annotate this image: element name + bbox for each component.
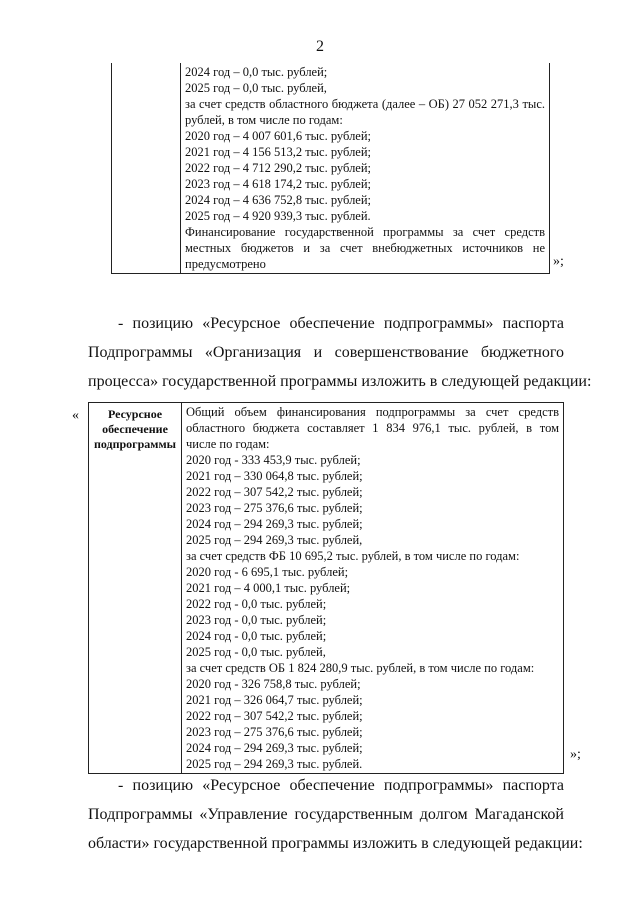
table-line: 2020 год - 333 453,9 тыс. рублей;	[186, 453, 361, 467]
table-line: 2024 год - 0,0 тыс. рублей;	[186, 629, 327, 643]
table-label-cell	[112, 63, 181, 274]
paragraph-line: - позицию «Ресурсное обеспечение подпрограммы» паспорта	[118, 315, 564, 332]
table-line: 2025 год – 0,0 тыс. рублей,	[185, 81, 327, 95]
table-line: 2020 год - 6 695,1 тыс. рублей;	[186, 565, 349, 579]
table-line: 2020 год – 4 007 601,6 тыс. рублей;	[185, 129, 372, 143]
resource-provision-table	[88, 402, 564, 774]
table-line: 2023 год – 275 376,6 тыс. рублей;	[186, 725, 363, 739]
amendment-paragraph	[88, 309, 592, 396]
table-line: за счет средств областного бюджета (далее – ОБ) 27 052 271,3 тыс.	[185, 97, 545, 111]
table-row-label: Ресурсное обеспечение подпрограммы	[89, 403, 182, 774]
table-content-cell	[182, 403, 564, 774]
closing-quote: »;	[553, 254, 564, 269]
table-line: за счет средств ФБ 10 695,2 тыс. рублей, в том числе по годам:	[186, 549, 520, 563]
table-line: 2022 год – 4 712 290,2 тыс. рублей;	[185, 161, 372, 175]
funding-table-continuation	[111, 63, 550, 274]
paragraph-line: Подпрограммы «Организация и совершенствование бюджетного	[88, 344, 564, 361]
table-line: 2021 год – 330 064,8 тыс. рублей;	[186, 469, 363, 483]
table-line: местных бюджетов и за счет внебюджетных источников не	[185, 241, 545, 255]
table-line: за счет средств ОБ 1 824 280,9 тыс. рублей, в том числе по годам:	[186, 661, 535, 675]
paragraph-line: области» государственной программы изложить в следующей редакции:	[88, 835, 583, 852]
table-line: 2024 год – 294 269,3 тыс. рублей;	[186, 517, 363, 531]
table-line: 2025 год – 294 269,3 тыс. рублей.	[186, 757, 363, 771]
table-line: 2022 год – 307 542,2 тыс. рублей;	[186, 709, 363, 723]
table-line: 2022 год – 307 542,2 тыс. рублей;	[186, 485, 363, 499]
table-line: числе по годам:	[186, 437, 270, 451]
paragraph-line: процесса» государственной программы изложить в следующей редакции:	[88, 373, 592, 390]
table-line: 2025 год - 0,0 тыс. рублей,	[186, 645, 326, 659]
table-line: 2021 год – 326 064,7 тыс. рублей;	[186, 693, 363, 707]
paragraph-line: Подпрограммы «Управление государственным долгом Магаданской	[88, 806, 564, 823]
table-line: 2021 год – 4 156 513,2 тыс. рублей;	[185, 145, 372, 159]
table-line: предусмотрено	[185, 257, 266, 271]
table-line: 2024 год – 0,0 тыс. рублей;	[185, 65, 328, 79]
amendment-paragraph	[88, 771, 583, 858]
table-line: 2023 год – 4 618 174,2 тыс. рублей;	[185, 177, 372, 191]
opening-quote: «	[72, 408, 79, 423]
table-line: 2022 год - 0,0 тыс. рублей;	[186, 597, 327, 611]
table-line: рублей, в том числе по годам:	[185, 113, 343, 127]
table-line: 2020 год - 326 758,8 тыс. рублей;	[186, 677, 361, 691]
table-line: 2025 год – 4 920 939,3 тыс. рублей.	[185, 209, 371, 223]
table-line: областного бюджета составляет 1 834 976,1 тыс. рублей, в том	[186, 421, 559, 435]
table-line: 2025 год – 294 269,3 тыс. рублей,	[186, 533, 363, 547]
table-line: 2024 год – 294 269,3 тыс. рублей;	[186, 741, 363, 755]
table-line: 2023 год - 0,0 тыс. рублей;	[186, 613, 327, 627]
closing-quote: »;	[570, 747, 581, 762]
table-line: Общий объем финансирования подпрограммы за счет средств	[186, 405, 559, 419]
paragraph-line: - позицию «Ресурсное обеспечение подпрограммы» паспорта	[118, 777, 564, 794]
table-line: 2021 год – 4 000,1 тыс. рублей;	[186, 581, 351, 595]
table-line: 2024 год – 4 636 752,8 тыс. рублей;	[185, 193, 372, 207]
table-content-cell	[181, 63, 550, 274]
table-line: 2023 год – 275 376,6 тыс. рублей;	[186, 501, 363, 515]
table-line: Финансирование государственной программы за счет средств	[185, 225, 545, 239]
page-number: 2	[316, 38, 324, 55]
